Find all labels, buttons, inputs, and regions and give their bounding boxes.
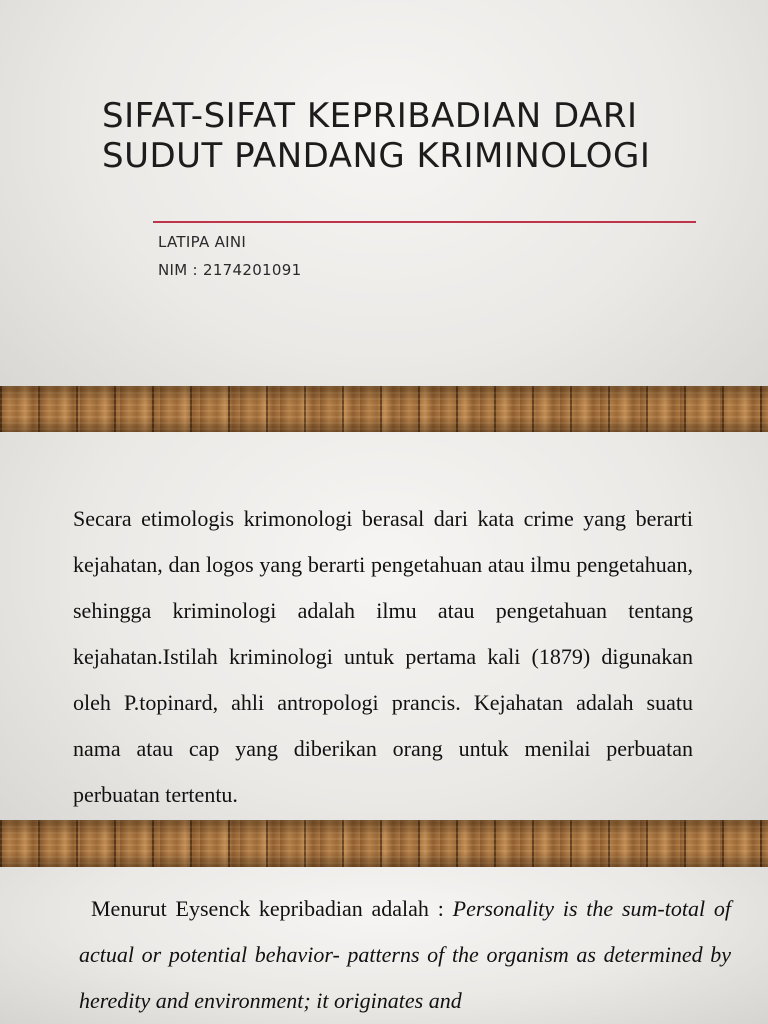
slide-title-heading [102, 96, 722, 176]
slide-title [0, 0, 768, 432]
definition-paragraph: Secara etimologis krimonologi berasal dari kata crime yang berarti kejahatan, dan logos yang berarti pengetahuan atau ilmu pengetahuan, sehingga kriminologi adalah ilmu atau pengetahuan tentang kejahatan.Istilah kriminologi untuk pertama kali (1879) digunakan oleh P.topinard, ahli antropologi prancis. Kejahatan adalah suatu nama atau cap yang diberikan orang untuk menilai perbuatan perbuatan tertentu. [73, 506, 693, 807]
eysenck-intro: Menurut Eysenck kepribadian adalah : [91, 896, 453, 921]
title-divider [153, 221, 696, 223]
wood-floor-decoration [0, 820, 768, 867]
student-id: NIM : 2174201091 [158, 261, 302, 279]
title-line-1: SIFAT-SIFAT KEPRIBADIAN DARI [102, 96, 638, 136]
eysenck-quote: Personality is the sum-total of actual or potential behavior- patterns of the organism as determined by heredity and environment; it originates and [79, 896, 731, 1013]
eysenck-paragraph [79, 886, 731, 1024]
author-name: LATIPA AINI [158, 233, 247, 251]
title-line-2: SUDUT PANDANG KRIMINOLOGI [102, 136, 651, 176]
wood-floor-decoration [0, 386, 768, 432]
